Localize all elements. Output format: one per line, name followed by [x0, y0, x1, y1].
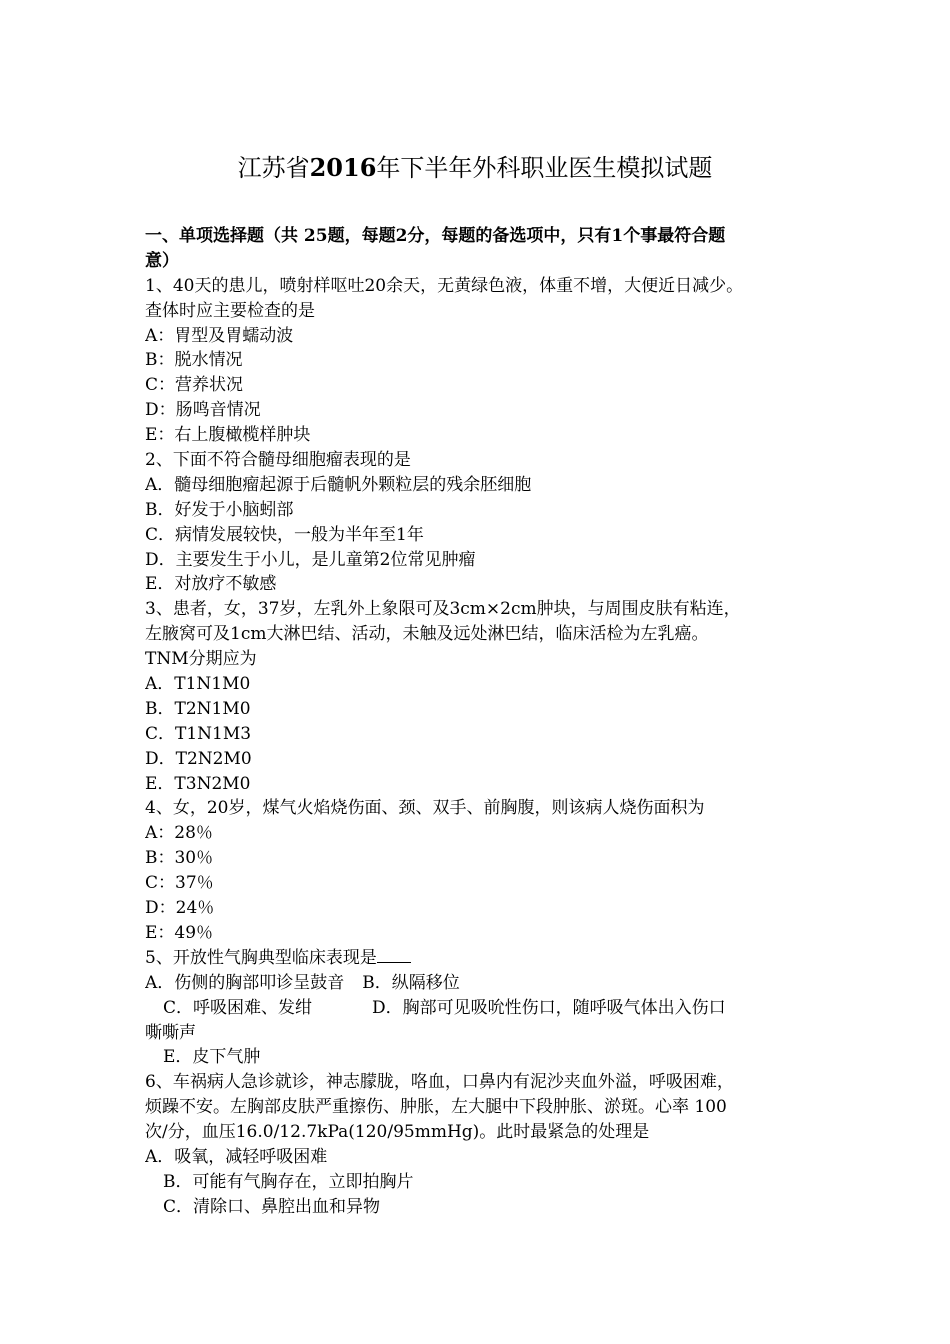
question-1-option-a: A：胃型及胃蠕动波 — [145, 325, 294, 346]
question-2-option-c: C．病情发展较快，一般为半年至1年 — [145, 524, 424, 545]
question-5-stem-row — [145, 946, 825, 971]
question-5-row-cd — [145, 996, 825, 1021]
question-4-option-e: E：49％ — [145, 922, 214, 943]
question-4-option-d: D：24％ — [145, 898, 215, 919]
question-1-stem: 1、40天的患儿，喷射样呕吐20余天，无黄绿色液，体重不增，大便近日减少。 — [145, 275, 744, 296]
question-5-option-c: C．呼吸困难、发绀 — [163, 997, 313, 1018]
question-2-option-d: D．主要发生于小儿，是儿童第2位常见肿瘤 — [145, 549, 476, 570]
question-4-option-c: C：37％ — [145, 873, 214, 894]
question-3-option-a: A．T1N1M0 — [145, 674, 251, 695]
question-5-stem: 5、开放性气胸典型临床表现是 — [145, 947, 377, 968]
section-heading-continued: 意） — [145, 250, 179, 271]
question-6-option-b: B．可能有气胸存在，立即拍胸片 — [163, 1171, 414, 1192]
title-suffix: 年下半年外科职业医生模拟试题 — [376, 154, 713, 182]
answer-blank — [377, 946, 411, 963]
question-2-option-a: A．髓母细胞瘤起源于后髓帆外颗粒层的残余胚细胞 — [145, 474, 532, 495]
title-prefix: 江苏省 — [237, 154, 310, 182]
question-3-stem-continued: 左腋窝可及1cm大淋巴结、活动，未触及远处淋巴结，临床活检为左乳癌。 — [145, 624, 709, 645]
question-5-option-d: D．胸部可见吸吮性伤口，随呼吸气体出入伤口 — [372, 997, 726, 1018]
question-3-option-e: E．T3N2M0 — [145, 773, 251, 794]
question-1-option-e: E：右上腹橄榄样肿块 — [145, 425, 311, 446]
document-body — [145, 224, 825, 1220]
question-6-option-a: A．吸氧，减轻呼吸困难 — [145, 1146, 328, 1167]
question-3-option-b: B．T2N1M0 — [145, 698, 251, 719]
question-5-option-b: B．纵隔移位 — [362, 972, 460, 993]
question-4-stem: 4、女，20岁，煤气火焰烧伤面、颈、双手、前胸腹，则该病人烧伤面积为 — [145, 798, 705, 819]
section-heading: 一、单项选择题（共 25题，每题2分，每题的备选项中，只有1个事最符合题 — [145, 226, 726, 246]
question-6-option-c: C．清除口、鼻腔出血和异物 — [163, 1196, 381, 1217]
document-title — [0, 150, 950, 186]
title-year: 2016 — [309, 153, 377, 182]
question-5-option-a: A．伤侧的胸部叩诊呈鼓音 — [145, 972, 345, 993]
question-2-option-b: B．好发于小脑蚓部 — [145, 499, 294, 520]
question-3-stem: 3、患者，女，37岁，左乳外上象限可及3cm×2cm肿块，与周围皮肤有粘连， — [145, 599, 741, 620]
question-3-option-c: C．T1N1M3 — [145, 723, 252, 744]
question-6-stem: 6、车祸病人急诊就诊，神志朦胧，咯血，口鼻内有泥沙夹血外溢，呼吸困难， — [145, 1072, 734, 1093]
question-1-option-c: C：营养状况 — [145, 375, 244, 396]
question-4-option-a: A：28％ — [145, 823, 213, 844]
question-5-option-d-continued: 嘶嘶声 — [145, 1022, 196, 1043]
question-3-option-d: D．T2N2M0 — [145, 748, 252, 769]
question-1-option-b: B：脱水情况 — [145, 350, 243, 371]
question-4-option-b: B：30％ — [145, 848, 214, 869]
question-5-row-ab — [145, 971, 825, 996]
question-6-stem-end: 次/分，血压16.0/12.7kPa(120/95mmHg)。此时最紧急的处理是 — [145, 1122, 650, 1143]
question-3-stem-end: TNM分期应为 — [145, 649, 257, 670]
question-1-stem-continued: 查体时应主要检查的是 — [145, 300, 315, 321]
question-6-stem-continued: 烦躁不安。左胸部皮肤严重擦伤、肿胀，左大腿中下段肿胀、淤斑。心率 100 — [145, 1097, 727, 1118]
question-1-option-d: D：肠鸣音情况 — [145, 400, 261, 421]
question-2-option-e: E．对放疗不敏感 — [145, 574, 277, 595]
question-2-stem: 2、下面不符合髓母细胞瘤表现的是 — [145, 450, 411, 471]
question-5-option-e: E．皮下气肿 — [163, 1047, 261, 1068]
